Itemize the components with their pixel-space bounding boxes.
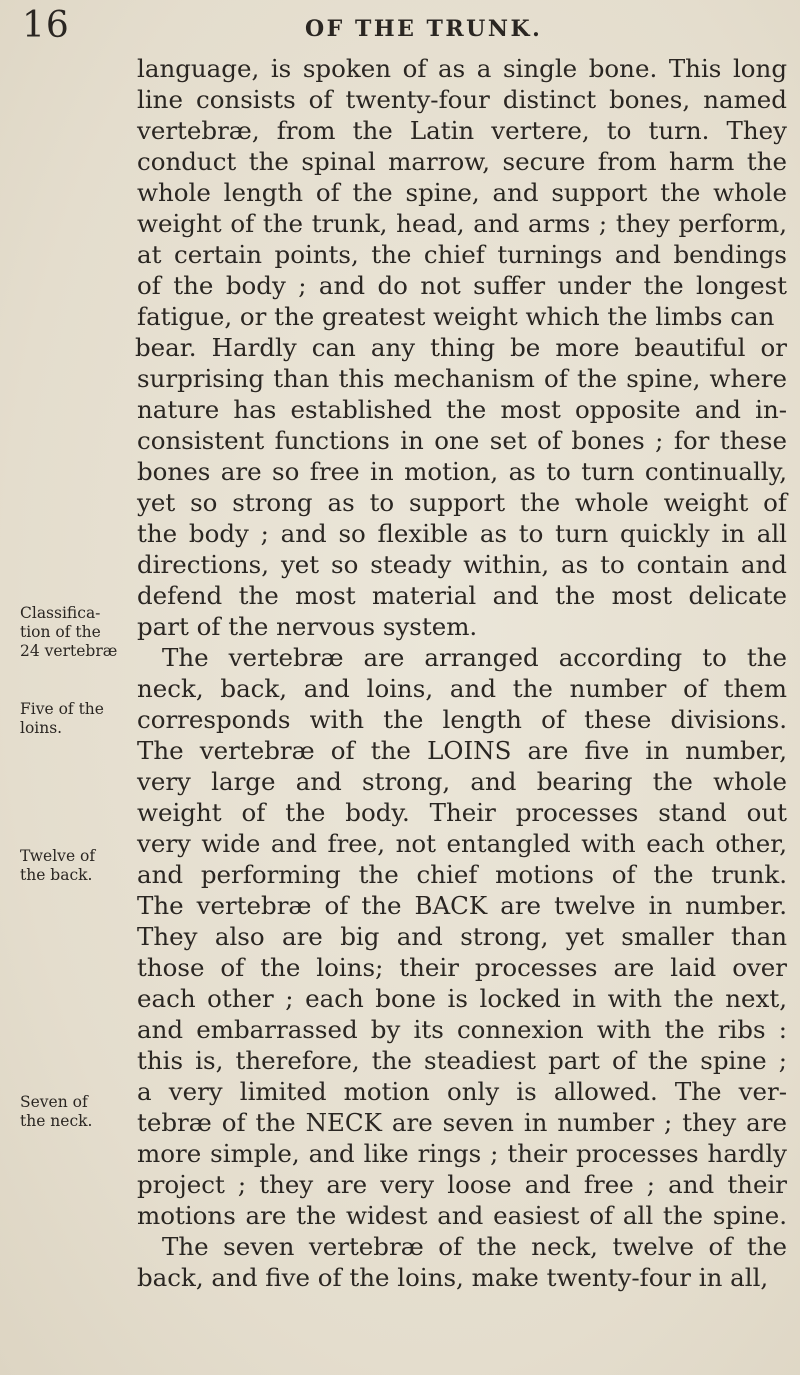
text-line: corresponds with the length of these divisions. (137, 705, 787, 734)
text-line: The vertebræ are arranged according to the (162, 643, 787, 672)
margin-note-line: the back. (20, 866, 93, 884)
margin-note-line: 24 vertebræ (20, 642, 118, 660)
margin-note-line: Five of the (20, 700, 104, 718)
text-line: this is, therefore, the steadiest part of the spine ; (137, 1046, 787, 1075)
text-line: each other ; each bone is locked in with the next, (137, 984, 787, 1013)
text-line: bear. Hardly can any thing be more beautiful or (135, 333, 787, 362)
text-line: surprising than this mechanism of the spine, where (137, 364, 787, 393)
text-line: language, is spoken of as a single bone. This long (137, 54, 787, 83)
text-line: the body ; and so flexible as to turn quickly in all (137, 519, 787, 548)
text-line: fatigue, or the greatest weight which the limbs can (137, 302, 775, 331)
margin-note-line: the neck. (20, 1112, 93, 1130)
margin-note-classification (20, 604, 132, 661)
margin-note-line: loins. (20, 719, 63, 737)
margin-note-line: Classifica- (20, 604, 101, 622)
text-line: and embarrassed by its connexion with the ribs : (137, 1015, 787, 1044)
margin-note-back (20, 847, 132, 885)
text-line: The vertebræ of the BACK are twelve in number. (137, 891, 787, 920)
text-line: a very limited motion only is allowed. The ver- (137, 1077, 787, 1106)
text-line: bones are so free in motion, as to turn continually, (137, 457, 787, 486)
margin-note-line: Twelve of (20, 847, 96, 865)
text-line: They also are big and strong, yet smaller than (137, 922, 787, 951)
text-line: yet so strong as to support the whole weight of (137, 488, 787, 517)
text-line: The seven vertebræ of the neck, twelve of the (162, 1232, 787, 1261)
text-line: part of the nervous system. (137, 612, 478, 641)
text-line: nature has established the most opposite and in- (137, 395, 787, 424)
margin-note-loins (20, 700, 132, 738)
text-line: very large and strong, and bearing the whole (137, 767, 787, 796)
text-line: tebræ of the NECK are seven in number ; they are (137, 1108, 787, 1137)
text-line: conduct the spinal marrow, secure from harm the (137, 147, 787, 176)
text-line: defend the most material and the most delicate (137, 581, 787, 610)
text-line: and performing the chief motions of the trunk. (137, 860, 787, 889)
text-line: motions are the widest and easiest of all the spine. (137, 1201, 787, 1230)
running-head: OF THE TRUNK. (305, 16, 543, 42)
text-line: whole length of the spine, and support the whole (137, 178, 787, 207)
text-line: at certain points, the chief turnings and bendings (137, 240, 787, 269)
text-line: The vertebræ of the LOINS are five in number, (137, 736, 787, 765)
text-line: directions, yet so steady within, as to contain and (137, 550, 787, 579)
text-line: project ; they are very loose and free ; and their (137, 1170, 787, 1199)
text-line: those of the loins; their processes are laid over (137, 953, 787, 982)
text-line: vertebræ, from the Latin vertere, to turn. They (137, 116, 787, 145)
page-number: 16 (22, 5, 70, 46)
text-line: more simple, and like rings ; their processes hardly (137, 1139, 787, 1168)
text-line: weight of the body. Their processes stand out (137, 798, 787, 827)
text-line: line consists of twenty-four distinct bones, named (137, 85, 787, 114)
text-line: of the body ; and do not suffer under the longest (137, 271, 787, 300)
margin-note-neck (20, 1093, 132, 1131)
text-line: very wide and free, not entangled with each other, (137, 829, 787, 858)
text-line: weight of the trunk, head, and arms ; they perform, (137, 209, 787, 238)
margin-note-line: tion of the (20, 623, 101, 641)
margin-note-line: Seven of (20, 1093, 88, 1111)
text-line: neck, back, and loins, and the number of them (137, 674, 787, 703)
text-line: consistent functions in one set of bones ; for these (137, 426, 787, 455)
text-line: back, and five of the loins, make twenty-four in all, (137, 1263, 769, 1292)
